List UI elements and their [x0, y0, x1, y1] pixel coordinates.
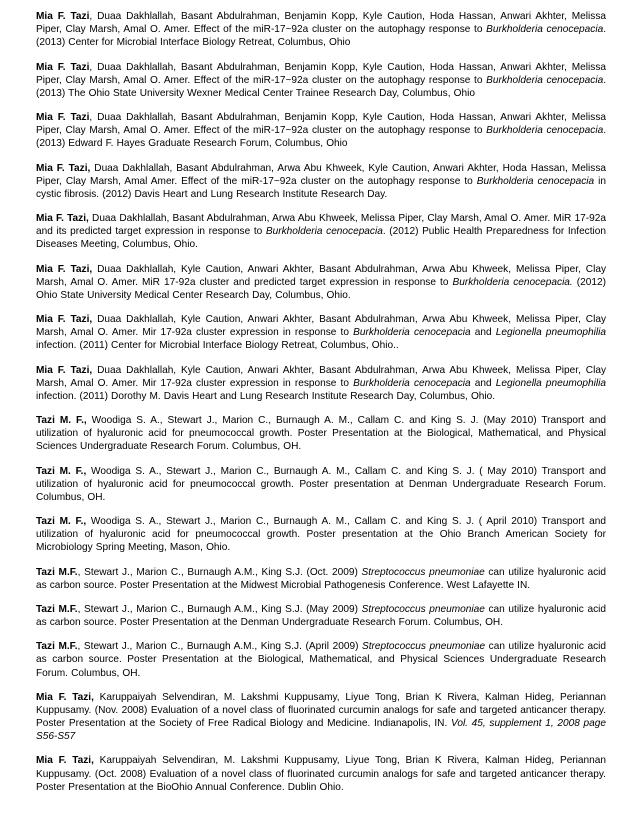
author-name: Mia F. Tazi, [36, 364, 93, 376]
reference-text: . (2012) Public Health Preparedness for Infection Diseases Meeting, Columbus, Ohio. [36, 226, 607, 251]
reference-entry [36, 162, 606, 202]
reference-entry [36, 754, 606, 794]
reference-entry [36, 566, 606, 592]
italic-term: Burkholderia cenocepacia [486, 74, 604, 86]
reference-text: can utilize hyaluronic acid as carbon source. Poster Presentation at the Denman Undergraduate Research Forum. Columbus, OH. [36, 603, 607, 628]
italic-term: Vol. 45, supplement 1, 2008 page S56-S57 [36, 718, 606, 743]
author-name: Mia F. Tazi [36, 11, 90, 22]
author-name: Mia F. Tazi [36, 112, 90, 123]
italic-term: Burkholderia cenocepacia. [452, 276, 573, 288]
reference-text: Duaa Dakhlallah, Kyle Caution, Anwari Akhter, Basant Abdulrahman, Arwa Abu Khweek, Melissa Piper, Clay Marsh, Amal O. Amer. Mir 17-92a cluster expression in response to [36, 314, 606, 339]
italic-term: Burkholderia cenocepacia [486, 24, 604, 36]
author-name: Tazi M.F. [36, 566, 78, 578]
italic-term: Legionella pneumophilia [495, 377, 606, 389]
author-name: Mia F. Tazi, [36, 755, 94, 767]
reference-text: in cystic fibrosis. (2012) Davis Heart and Lung Research Institute Research Day. [36, 175, 607, 200]
reference-entry [36, 414, 606, 454]
reference-text: Duaa Dakhlallah, Kyle Caution, Anwari Akhter, Basant Abdulrahman, Arwa Abu Khweek, Melissa Piper, Clay Marsh, Amal O. Amer. Mir 17-92a cluster expression in response to [36, 364, 606, 389]
reference-entry [36, 212, 606, 252]
reference-text: , Stewart J., Marion C., Burnaugh A.M., King S.J. (April 2009) [77, 641, 362, 653]
author-name: Mia F. Tazi [36, 61, 90, 73]
reference-text: (2012) Ohio State University Medical Center Research Day, Columbus, Ohio. [36, 276, 606, 301]
italic-term: Burkholderia cenocepacia [353, 377, 471, 389]
italic-term: Streptococcus pneumoniae [362, 641, 486, 653]
reference-text: . (2013) The Ohio State University Wexner Medical Center Trainee Research Day, Columbus, Ohio [36, 74, 607, 99]
reference-text: , Duaa Dakhlallah, Basant Abdulrahman, Benjamin Kopp, Kyle Caution, Hoda Hassan, Anwari Akhter, Melissa Piper, Clay Marsh, Amal O. Amer. Effect of the miR-17~92a cluster on the autophagy response to [36, 61, 606, 86]
reference-text: and [470, 327, 496, 339]
reference-text: Duaa Dakhlallah, Kyle Caution, Anwari Akhter, Basant Abdulrahman, Arwa Abu Khweek, Melissa Piper, Clay Marsh, Amal O. Amer. MiR 17-92a cluster and predicted target expression in response to [36, 263, 606, 288]
reference-entry [36, 364, 606, 404]
reference-text: Karuppaiyah Selvendiran, M. Lakshmi Kuppusamy, Liyue Tong, Brian K Rivera, Kalman Hideg, Periannan Kuppusamy. (Oct. 2008) Evaluation of a novel class of fluorinated curcumin analogs for safe and targeted anticancer therapy. Poster Presentation at the BioOhio Annual Conference. Dublin Ohio. [36, 755, 606, 793]
reference-text: , Stewart J., Marion C., Burnaugh A.M., King S.J. (May 2009) [77, 603, 362, 615]
author-name: Mia F. Tazi, [36, 213, 89, 224]
italic-term: Burkholderia cenocepacia [476, 175, 595, 187]
reference-text: can utilize hyaluronic acid as carbon source. Poster Presentation at the Midwest Microbial Pathogenesis Conference. West Lafayette IN. [36, 566, 606, 591]
reference-text: . (2013) Center for Microbial Interface Biology Retreat, Columbus, Ohio [36, 24, 607, 49]
author-name: Tazi M. F., [36, 415, 87, 426]
italic-term: Legionella pneumophilia [495, 327, 606, 339]
author-name: Tazi M.F. [36, 641, 78, 653]
reference-text: can utilize hyaluronic acid as carbon source. Poster Presentation at the Biological, Mathematical, and Physical Sciences Undergraduate Research Forum. Columbus, OH. [36, 641, 606, 679]
reference-entry [36, 640, 606, 680]
author-name: Tazi M. F., [36, 516, 87, 527]
reference-text: Woodiga S. A., Stewart J., Marion C., Burnaugh A. M., Callam C. and King S. J. ( May 2010) Transport and utilization of hyaluronic acid for pneumococcal growth. Poster presentation at Denman Undergraduate Research Forum. Columbus, OH. [36, 465, 606, 503]
reference-text: , Stewart J., Marion C., Burnaugh A.M., King S.J. (Oct. 2009) [77, 566, 362, 578]
reference-entry [36, 515, 606, 555]
author-name: Tazi M. F., [36, 465, 87, 477]
author-name: Mia F. Tazi, [36, 691, 94, 703]
italic-term: Burkholderia cenocepacia [353, 327, 471, 339]
reference-entry [36, 691, 606, 744]
reference-text: , Duaa Dakhlallah, Basant Abdulrahman, Benjamin Kopp, Kyle Caution, Hoda Hassan, Anwari Akhter, Melissa Piper, Clay Marsh, Amal O. Amer. Effect of the miR-17~92a cluster on the autophagy response to [36, 112, 606, 137]
reference-text: Duaa Dakhlallah, Basant Abdulrahman, Arwa Abu Khweek, Melissa Piper, Clay Marsh, Amal O. Amer. MiR 17-92a and its predicted target expression in response to [36, 213, 606, 238]
reference-text: , Duaa Dakhlallah, Basant Abdulrahman, Benjamin Kopp, Kyle Caution, Hoda Hassan, Anwari Akhter, Melissa Piper, Clay Marsh, Amal O. Amer. Effect of the miR-17~92a cluster on the autophagy response to [36, 11, 606, 36]
italic-term: Burkholderia cenocepacia [486, 125, 604, 137]
italic-term: Streptococcus pneumoniae [361, 566, 485, 578]
reference-text: and [470, 377, 496, 389]
author-name: Mia F. Tazi, [36, 314, 93, 325]
reference-text: Woodiga S. A., Stewart J., Marion C., Burnaugh A. M., Callam C. and King S. J. ( April 2010) Transport and utilization of hyaluronic acid for pneumococcal growth. Poster presentation at the Ohio Branch American Society for Microbiology Spring Meeting, Mason, Ohio. [36, 516, 606, 554]
reference-entry [36, 61, 606, 101]
reference-entry [36, 465, 606, 505]
reference-entry [36, 603, 606, 629]
reference-entry [36, 263, 606, 303]
author-name: Tazi M.F. [36, 603, 78, 615]
reference-text: . (2013) Edward F. Hayes Graduate Research Forum, Columbus, Ohio [36, 125, 607, 150]
reference-text: infection. (2011) Center for Microbial Interface Biology Retreat, Columbus, Ohio.. [36, 340, 399, 352]
reference-text: infection. (2011) Dorothy M. Davis Heart and Lung Research Institute Research Day, Columbus, Ohio. [36, 390, 496, 402]
author-name: Mia F. Tazi, [36, 263, 93, 275]
reference-list [36, 10, 606, 805]
reference-entry [36, 111, 606, 151]
reference-entry [36, 313, 606, 353]
italic-term: Streptococcus pneumoniae [361, 603, 485, 615]
author-name: Mia F. Tazi, [36, 162, 91, 174]
italic-term: Burkholderia cenocepacia [265, 226, 383, 238]
reference-entry [36, 10, 606, 50]
reference-text: Woodiga S. A., Stewart J., Marion C., Burnaugh A. M., Callam C. and King S. J. (May 2010) Transport and utilization of hyaluronic acid for pneumococcal growth. Poster Presentation at the Biological, Mathematical, and Physical Sciences Undergraduate Research Forum. Columbus, OH. [36, 415, 606, 453]
reference-text: Karuppaiyah Selvendiran, M. Lakshmi Kuppusamy, Liyue Tong, Brian K Rivera, Kalman Hideg, Periannan Kuppusamy. (Nov. 2008) Evaluation of a novel class of fluorinated curcumin analogs for safe and targeted anticancer therapy. Poster Presentation at the Society of Free Radical Biology and Medicine. Indianapolis, IN. [36, 691, 606, 729]
reference-text: Duaa Dakhlallah, Basant Abdulrahman, Arwa Abu Khweek, Kyle Caution, Anwari Akhter, Hoda Hassan, Melissa Piper, Clay Marsh, Amal Amer. Effect of the miR-17~92a cluster on the autophagy response to [36, 162, 606, 187]
